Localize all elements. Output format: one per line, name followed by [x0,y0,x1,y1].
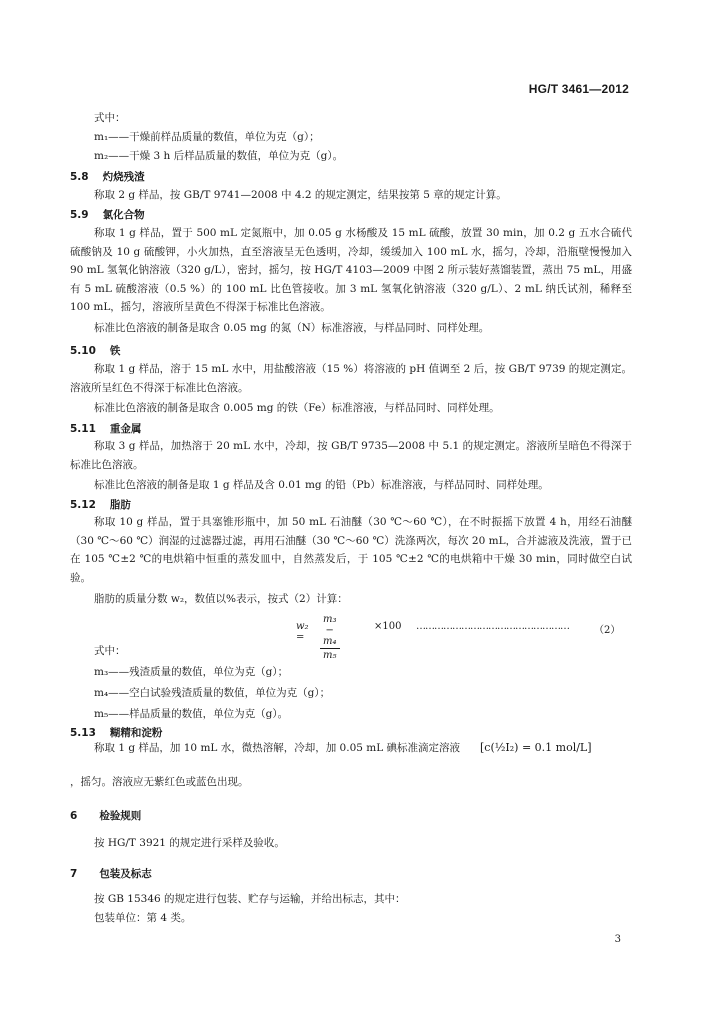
section-title: 氯化合物 [102,209,145,221]
section-5-9-heading [70,207,145,222]
paragraph: ，摇匀。溶液应无紫红色或蓝色出现。 [70,776,249,788]
section-title: 重金属 [109,423,142,435]
section-5-10-heading [70,343,120,358]
section-5-13-heading [70,725,162,740]
section-number: 5.8 [70,171,89,183]
formula-tail: ×100 [374,621,402,632]
section-title: 检验规则 [99,810,142,822]
paragraph: 称取 10 g 样品，置于具塞锥形瓶中，加 50 mL 石油醚（30 ℃～60 ℃），在不时振摇下放置 4 h，用经石油醚（30 ℃～60 ℃）润湿的过滤器过滤，再用石油醚（30 ℃～60 ℃）洗涤两次，每次 20 mL，合并滤液及洗液，置于已在 105 ℃±2 ℃的电烘箱中恒重的蒸发皿中，自然蒸发后，于 105 ℃±2 ℃的电烘箱中干燥 30 min，同时做空白试验。 [70,516,632,584]
paragraph: 按 HG/T 3921 的规定进行采样及验收。 [94,837,285,849]
paragraph: 称取 1 g 样品，溶于 15 mL 水中，用盐酸溶液（15 %）将溶液的 pH 值调至 2 后，按 GB/T 9739 的规定测定。溶液所呈红色不得深于标准比色溶液。 [70,363,632,394]
var-m2: m₂——干燥 3 h 后样品质量的数值，单位为克（g）。 [94,150,344,162]
var-m1: m₁——干燥前样品质量的数值，单位为克（g）； [94,131,320,143]
section-title: 包装及标志 [99,868,152,880]
paragraph: 称取 1 g 样品，置于 500 mL 定氮瓶中，加 0.05 g 水杨酸及 15 mL 硫酸，放置 30 min，加 0.2 g 五水合硫代硫酸钠及 10 g 硫酸钾，小火加热，直至溶液呈无色透明，冷却，缓缓加入 100 mL 水，摇匀，冷却，沿瓶壁慢慢加入 90 mL 氢氧化钠溶液（320 g/L），密封，摇匀，按 HG/T 4103—2009 中图 2 所示装好蒸馏装置，蒸出 75 mL，用盛有 5 mL 硫酸溶液（0.5 %）的 100 mL 比色管接收。加 3 mL 氢氧化钠溶液（320 g/L）、2 mL 纳氏试剂，稀释至 100 mL，摇匀，溶液所呈黄色不得深于标准比色溶液。 [70,227,632,313]
formula-denominator: m₅ [323,650,337,661]
section-title: 灼烧残渣 [102,171,145,183]
section-number: 7 [70,868,78,880]
formula-label: （2） [594,625,621,636]
paragraph: 按 GB 15346 的规定进行包装、贮存与运输，并给出标志，其中： [94,893,406,905]
var-m3: m₃——残渣质量的数值，单位为克（g）； [94,666,289,678]
section-number: 5.12 [70,499,96,511]
section-5-12-heading [70,497,131,512]
paragraph: 标准比色溶液的制备是取 1 g 样品及含 0.01 mg 的铅（Pb）标准溶液，与样品同时、同样处理。 [94,479,549,491]
var-m4: m₄——空白试验残渣质量的数值，单位为克（g）； [94,687,331,699]
paragraph: 称取 2 g 样品，按 GB/T 9741—2008 中 4.2 的规定测定，结果按第 5 章的规定计算。 [94,189,507,201]
section-number: 5.13 [70,727,96,739]
section-title: 铁 [109,345,121,357]
section-number: 5.11 [70,423,96,435]
section-number: 5.9 [70,209,89,221]
section-6-heading [70,808,141,823]
section-7-heading [70,866,152,881]
section-number: 6 [70,810,78,822]
paragraph: 标准比色溶液的制备是取含 0.05 mg 的氮（N）标准溶液，与样品同时、同样处理。 [94,322,490,334]
where-label: 式中： [94,645,126,657]
section-5-8-heading [70,169,145,184]
formula-lhs: w₂ = [296,621,309,643]
iodine-concentration: [c(½I₂) = 0.1 mol/L] [480,741,592,754]
page-number: 3 [614,934,621,945]
paragraph: 脂肪的质量分数 w₂，数值以%表示，按式（2）计算： [94,593,348,605]
formula-numerator: m₃ − m₄ [320,614,340,649]
where-label: 式中： [94,112,126,124]
standard-code: HG/T 3461—2012 [528,82,629,96]
paragraph: 称取 1 g 样品，加 10 mL 水，微热溶解，冷却，加 0.05 mL 碘标准滴定溶液 [94,742,461,754]
section-5-11-heading [70,421,141,436]
paragraph: 标准比色溶液的制备是取含 0.005 mg 的铁（Fe）标准溶液，与样品同时、同样处理。 [94,402,500,414]
paragraph: 称取 3 g 样品，加热溶于 20 mL 水中，冷却，按 GB/T 9735—2008 中 5.1 的规定测定。溶液所呈暗色不得深于标准比色溶液。 [70,440,632,471]
paragraph: 包装单位：第 4 类。 [94,912,192,924]
section-number: 5.10 [70,345,96,357]
var-m5: m₅——样品质量的数值，单位为克（g）。 [94,708,289,720]
section-title: 脂肪 [109,499,131,511]
formula-fraction [320,614,340,661]
section-title: 糊精和淀粉 [109,727,163,739]
formula-dots: …………………………………………… [416,621,569,632]
